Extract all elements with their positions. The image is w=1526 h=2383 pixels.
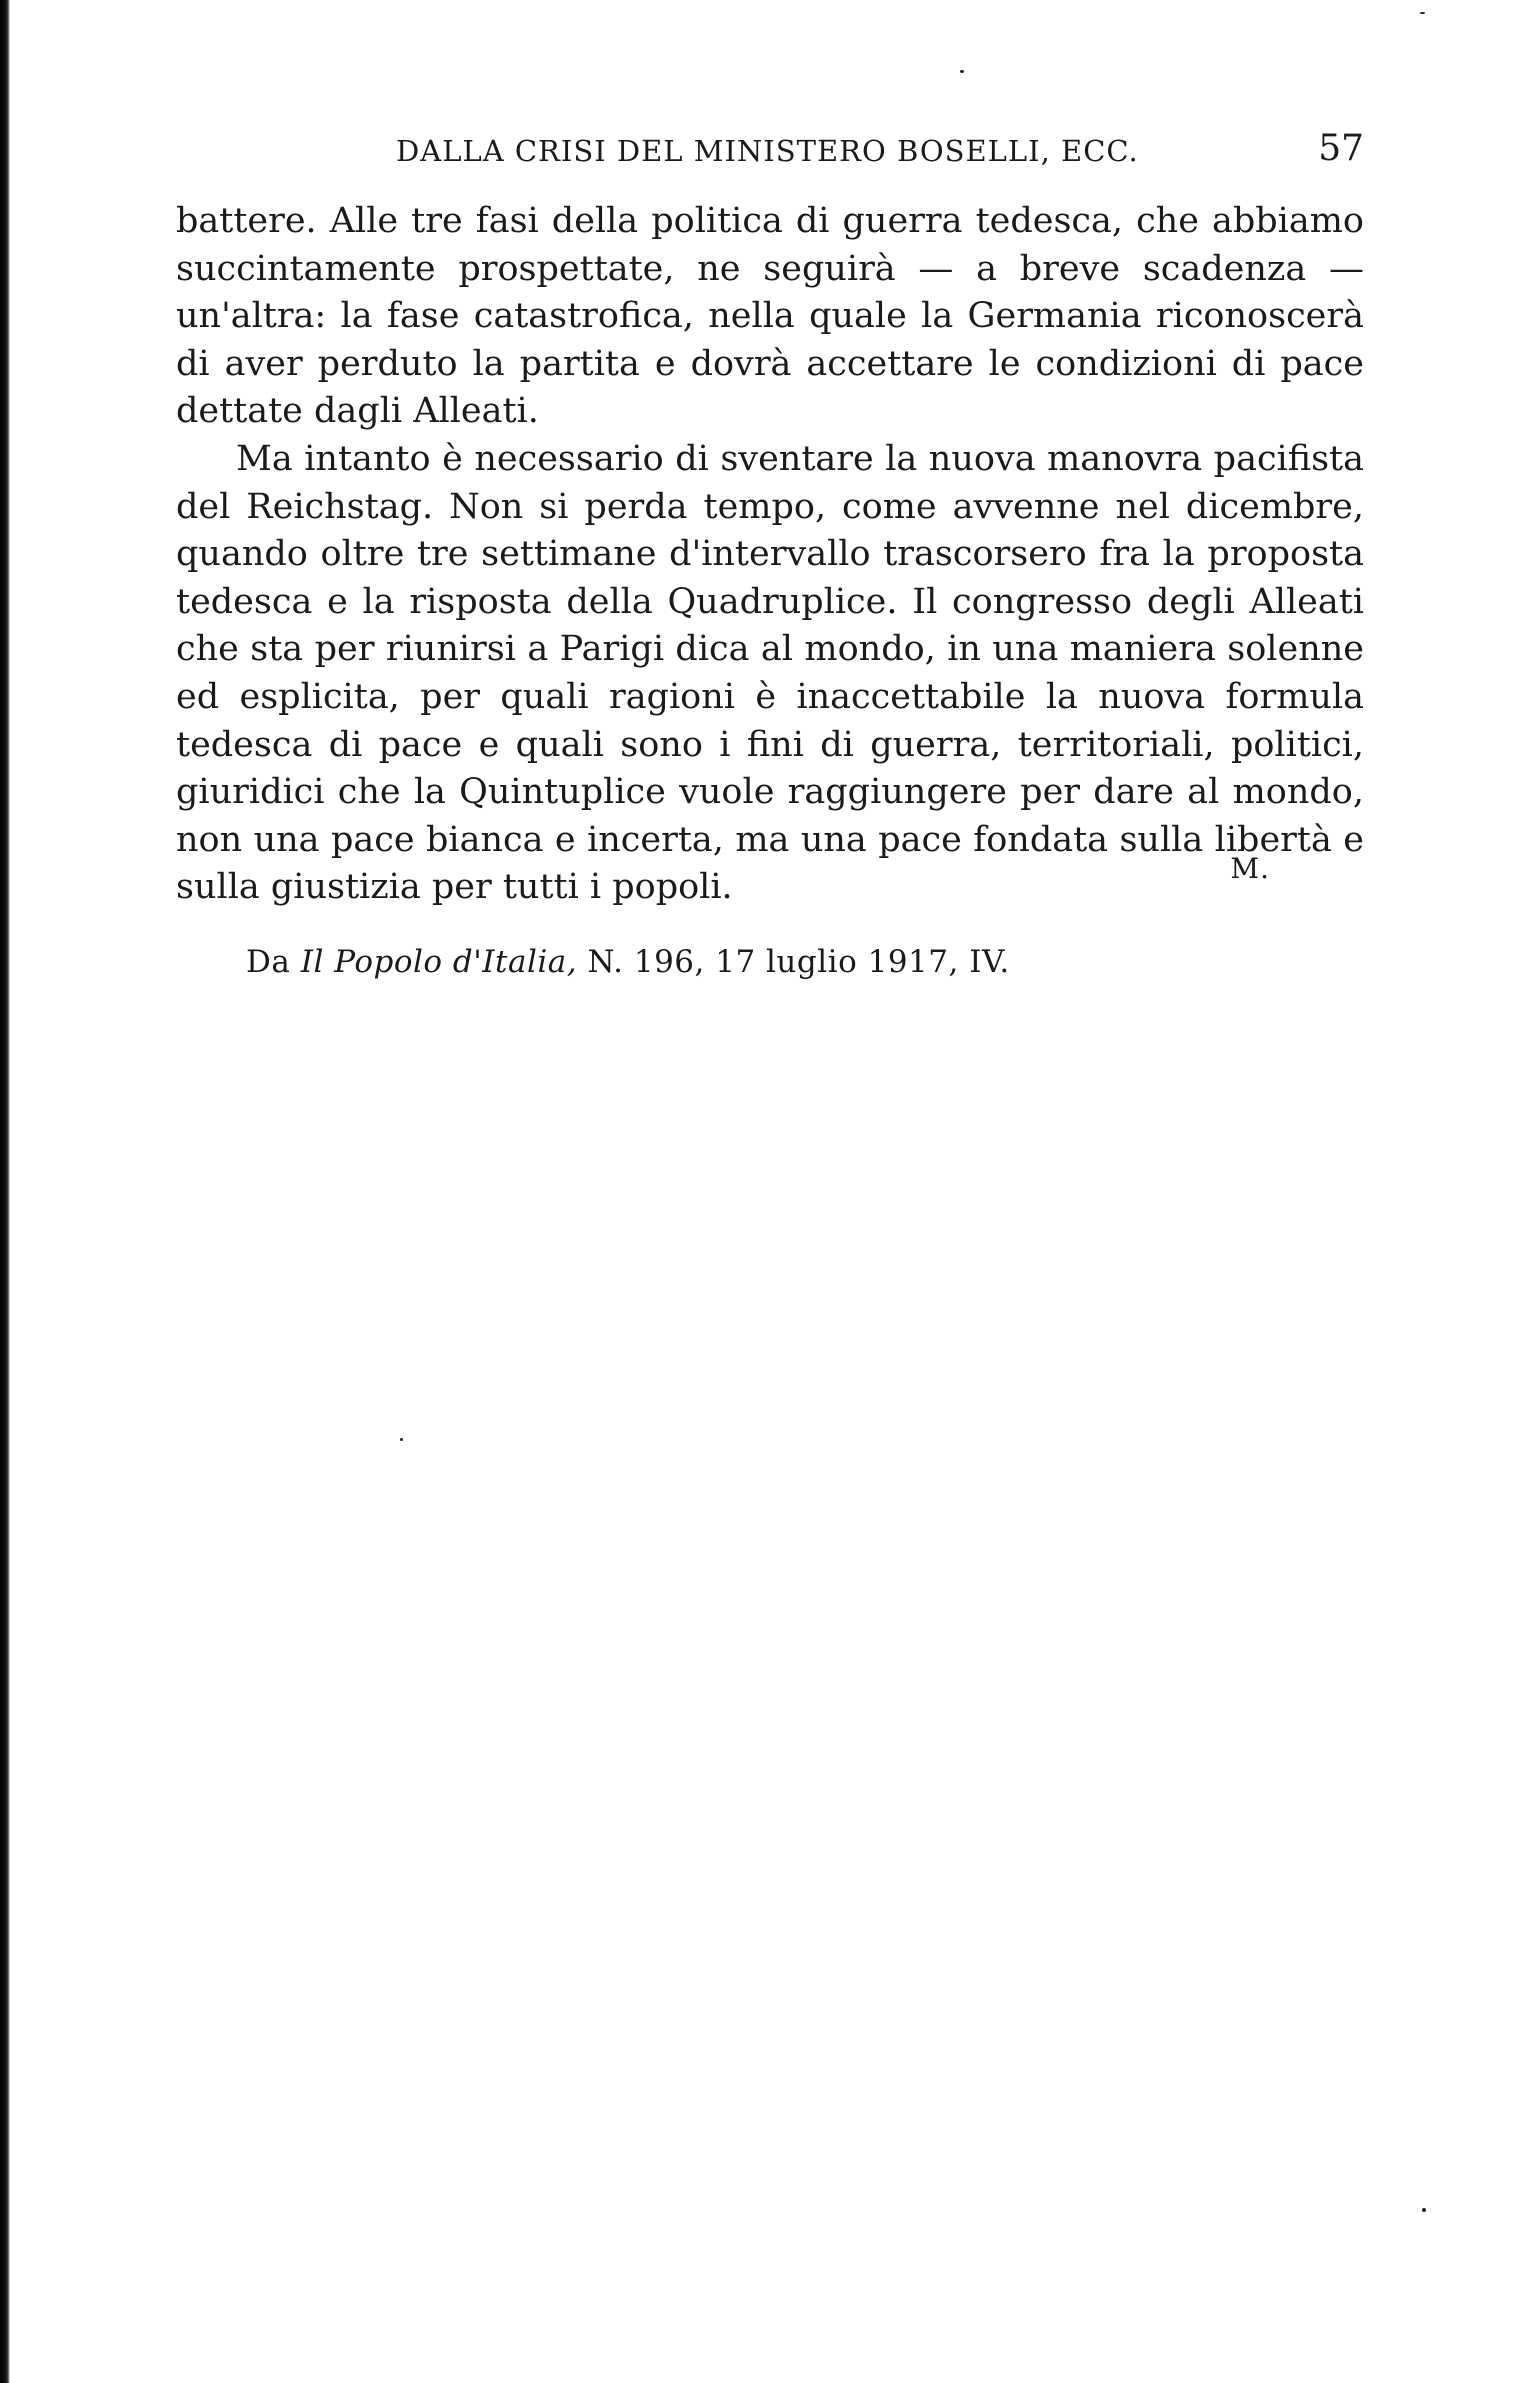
author-signature: M. <box>1230 852 1270 885</box>
source-prefix: Da <box>246 944 301 980</box>
source-details: N. 196, 17 luglio 1917, IV. <box>577 944 1010 980</box>
scan-speck <box>1422 2208 1426 2212</box>
binding-edge <box>0 0 10 2383</box>
running-head <box>176 128 1364 178</box>
paragraph: battere. Alle tre fasi della politica di guerra tedesca, che abbiamo succintamente prospettate, ne seguirà — a breve scadenza — un'altra: la fase catastrofica, nella quale la Germania riconoscerà di aver perduto la partita e dovrà accettare le condizioni di pace dettate dagli Alleati. <box>176 201 1364 432</box>
source-citation <box>246 944 1010 980</box>
scan-speck <box>960 70 964 73</box>
page-number: 57 <box>1318 128 1364 169</box>
scan-speck <box>400 1438 403 1441</box>
paragraph: Ma intanto è necessario di sventare la nuova manovra pacifista del Reichstag. Non si perda tempo, come avvenne nel dicembre, quando oltre tre settimane d'intervallo trascorsero fra la proposta tedesca e la risposta della Quadruplice. Il congresso degli Alleati che sta per riunirsi a Parigi dica al mondo, in una maniera solenne ed esplicita, per quali ragioni è inaccettabile la nuova formula tedesca di pace e quali sono i fini di guerra, territoriali, politici, giuridici che la Quintuplice vuole raggiungere per dare al mondo, non una pace bianca e incerta, ma una pace fondata sulla libertà e sulla giustizia per tutti i popoli. <box>176 438 1364 908</box>
body-text <box>176 198 1364 912</box>
running-head-title: DALLA CRISI DEL MINISTERO BOSELLI, ECC. <box>396 134 1139 168</box>
publication-title: Il Popolo d'Italia, <box>300 944 578 980</box>
scan-speck <box>1420 12 1425 14</box>
